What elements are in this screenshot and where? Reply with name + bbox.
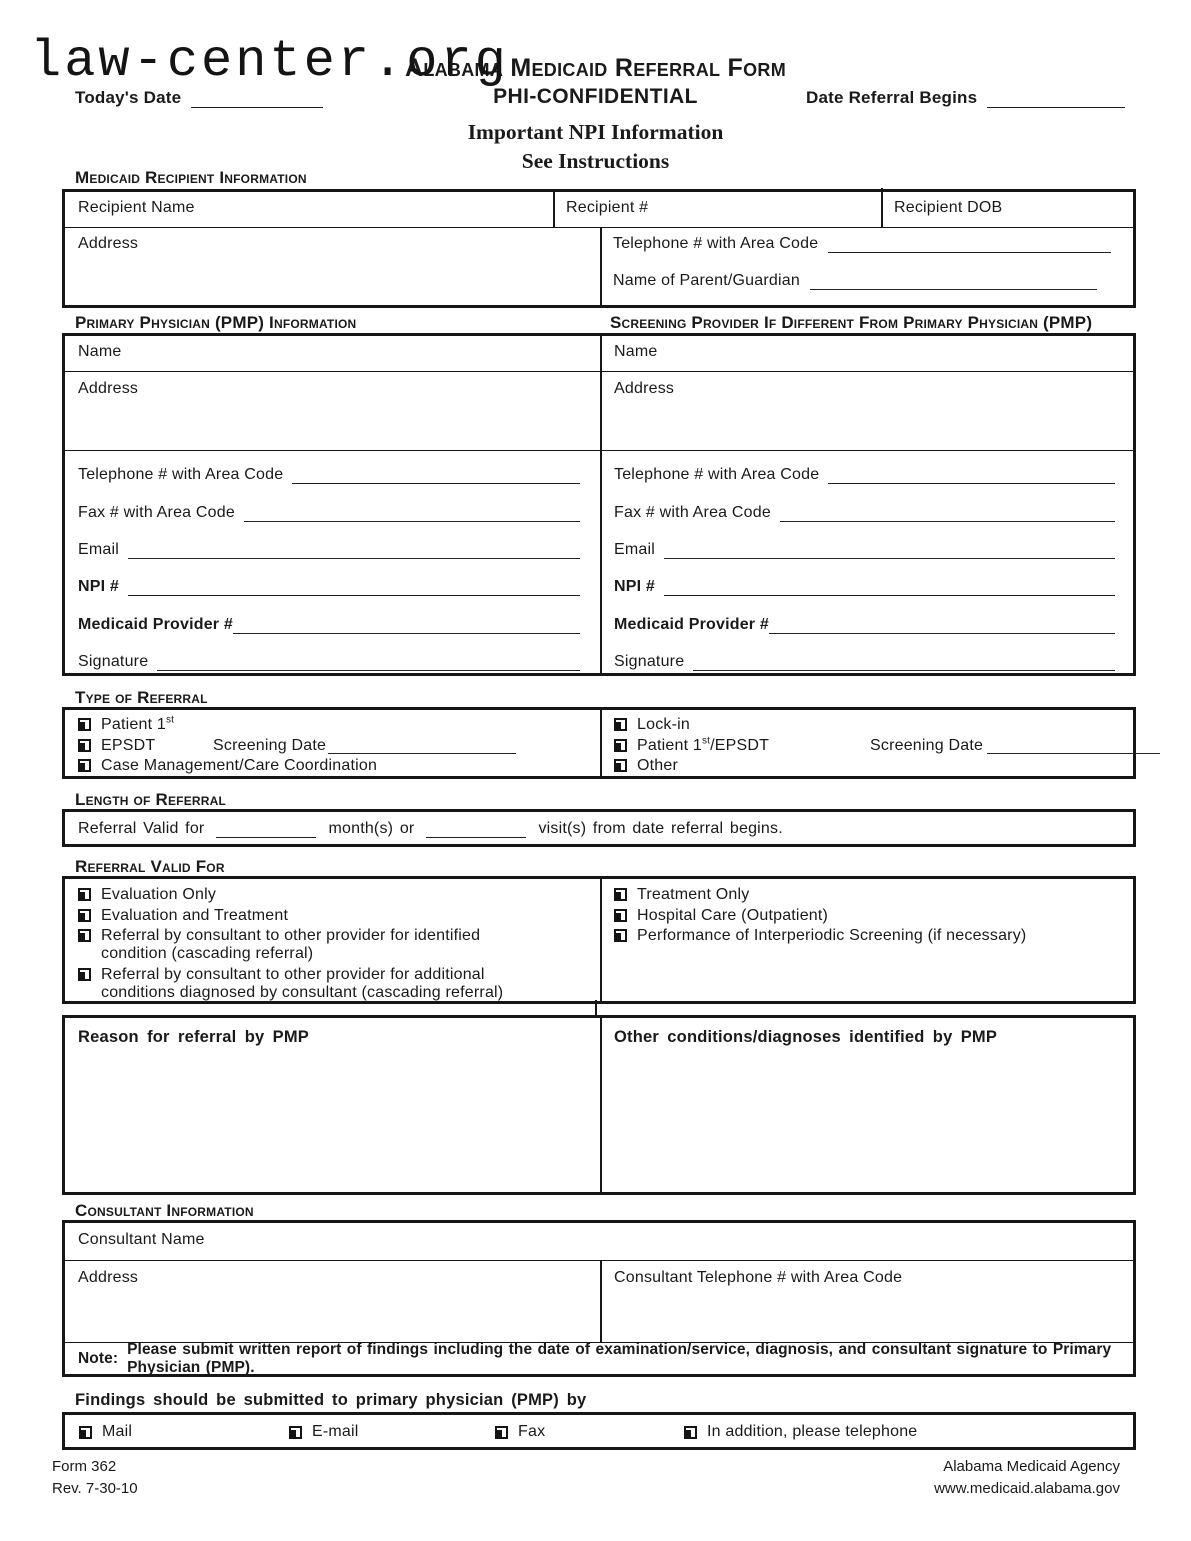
- pmp-phone-label: Telephone # with Area Code: [78, 466, 284, 483]
- sp-signature-line[interactable]: [693, 656, 1115, 671]
- pmp-address-label: Address: [78, 380, 139, 397]
- consultant-name-label: Consultant Name: [78, 1231, 205, 1248]
- recipient-guardian-line[interactable]: [810, 275, 1097, 290]
- sp-npi-label: NPI #: [614, 578, 656, 595]
- phi-confidential-label: PHI-CONFIDENTIAL: [493, 85, 698, 108]
- length-seg2: month(s) or: [328, 820, 415, 837]
- lock-in-label: Lock-in: [637, 716, 690, 733]
- reason-box: [62, 1015, 1136, 1195]
- checkbox-patient-1st[interactable]: [78, 718, 91, 731]
- checkbox-referral-identified-condition[interactable]: [78, 929, 91, 942]
- pmp-fax-line[interactable]: [244, 507, 580, 522]
- npi-info-line1: Important NPI Information: [467, 120, 724, 144]
- checkbox-treatment-only[interactable]: [614, 888, 627, 901]
- pmp-signature-label: Signature: [78, 653, 149, 670]
- epsdt-label: EPSDT: [101, 736, 156, 754]
- screening-date-line[interactable]: [328, 739, 516, 754]
- form-title: Alabama Medicaid Referral Form: [404, 54, 787, 82]
- note-text: Please submit written report of findings including the date of examination/service, diagnosis, and consultant signature to Primary Physician (PMP).: [127, 1340, 1112, 1376]
- section-medicaid-recipient-information: Medicaid Recipient Information: [75, 168, 307, 187]
- pmp-provider-label: Medicaid Provider #: [78, 616, 233, 633]
- consultant-name-field[interactable]: [65, 1223, 1133, 1261]
- checkbox-fax[interactable]: [495, 1426, 508, 1439]
- other-conditions-label: Other conditions/diagnoses identified by PMP: [614, 1028, 998, 1046]
- checkbox-email[interactable]: [289, 1426, 302, 1439]
- checkbox-patient-1st-epsdt[interactable]: [614, 739, 627, 752]
- checkbox-telephone[interactable]: [684, 1426, 697, 1439]
- screening-date-label-2: Screening Date: [870, 736, 984, 754]
- section-length-of-referral: Length of Referral: [75, 790, 227, 809]
- pmp-npi-label: NPI #: [78, 578, 120, 595]
- reason-for-referral-field[interactable]: [65, 1052, 600, 1190]
- checkbox-other[interactable]: [614, 759, 627, 772]
- recipient-number-label: Recipient #: [566, 199, 649, 216]
- checkbox-evaluation-and-treatment[interactable]: [78, 909, 91, 922]
- checkbox-evaluation-only[interactable]: [78, 888, 91, 901]
- section-consultant-information: Consultant Information: [75, 1201, 254, 1220]
- length-of-referral-box: [62, 809, 1136, 847]
- recipient-info-table: [62, 189, 1136, 308]
- other-label: Other: [637, 757, 679, 774]
- recipient-phone-line[interactable]: [828, 238, 1111, 253]
- recipient-address-label: Address: [78, 235, 139, 252]
- checkbox-epsdt[interactable]: [78, 739, 91, 752]
- form-number: Form 362: [52, 1458, 117, 1475]
- recipient-guardian-label: Name of Parent/Guardian: [613, 272, 800, 289]
- checkbox-case-management[interactable]: [78, 759, 91, 772]
- recipient-phone-label: Telephone # with Area Code: [613, 235, 819, 252]
- evaluation-only-label: Evaluation Only: [101, 886, 217, 903]
- telephone-option-label: In addition, please telephone: [707, 1423, 918, 1440]
- other-conditions-field[interactable]: [602, 1052, 1133, 1190]
- checkbox-hospital-care[interactable]: [614, 909, 627, 922]
- referral-valid-for-box: Evaluation Only Evaluation and Treatment Referral by consultant to other provider for identified condition (cascading referral) Referral by consultant to other provider for additional conditions diagnosed by consultant (cascading referral) Treatment Only Hospital Care (Outpatient) Performance of Interperiodic Screening (if necessary): [62, 876, 1136, 1004]
- length-visits-line[interactable]: [426, 823, 526, 838]
- pmp-fax-label: Fax # with Area Code: [78, 504, 235, 521]
- todays-date-label: Today's Date: [75, 88, 182, 107]
- checkbox-referral-additional-conditions[interactable]: [78, 968, 91, 981]
- pmp-email-line[interactable]: [128, 544, 580, 559]
- checkbox-interperiodic-screening[interactable]: [614, 929, 627, 942]
- sp-provider-line[interactable]: [769, 619, 1115, 634]
- pmp-address-field[interactable]: [65, 372, 600, 451]
- length-months-line[interactable]: [216, 823, 316, 838]
- pmp-npi-line[interactable]: [128, 581, 580, 596]
- section-screening-provider: Screening Provider If Different From Primary Physician (PMP): [610, 313, 1093, 332]
- consultant-phone-label: Consultant Telephone # with Area Code: [614, 1269, 903, 1286]
- email-option-label: E-mail: [312, 1423, 359, 1440]
- length-seg1: Referral Valid for: [78, 820, 205, 837]
- sp-phone-label: Telephone # with Area Code: [614, 466, 820, 483]
- footer-right: [934, 1456, 1120, 1500]
- date-referral-begins-label: Date Referral Begins: [806, 88, 978, 107]
- sp-address-field[interactable]: [601, 372, 1133, 451]
- recipient-dob-label: Recipient DOB: [894, 199, 1003, 216]
- case-management-label: Case Management/Care Coordination: [101, 757, 378, 774]
- screening-date-label: Screening Date: [213, 736, 327, 754]
- findings-heading: Findings should be submitted to primary physician (PMP) by: [75, 1391, 587, 1409]
- sp-phone-line[interactable]: [828, 469, 1115, 484]
- section-referral-valid-for: Referral Valid For: [75, 857, 225, 876]
- agency-name: Alabama Medicaid Agency: [943, 1458, 1120, 1475]
- patient-1st-label: Patient 1: [101, 716, 166, 733]
- revision-date: Rev. 7-30-10: [52, 1480, 138, 1497]
- section-pmp-information: Primary Physician (PMP) Information: [75, 313, 357, 332]
- sp-fax-label: Fax # with Area Code: [614, 504, 771, 521]
- footer-left: [52, 1456, 138, 1500]
- pmp-info-table: [62, 333, 1136, 676]
- sp-npi-line[interactable]: [664, 581, 1115, 596]
- reason-for-referral-label: Reason for referral by PMP: [78, 1028, 310, 1046]
- sp-signature-label: Signature: [614, 653, 685, 670]
- sp-fax-line[interactable]: [780, 507, 1115, 522]
- pmp-email-label: Email: [78, 541, 120, 558]
- pmp-name-label: Name: [78, 343, 122, 360]
- sp-name-label: Name: [614, 343, 658, 360]
- sp-email-label: Email: [614, 541, 656, 558]
- npi-info-line2: See Instructions: [521, 149, 670, 173]
- watermark: law-center.org: [30, 32, 509, 91]
- agency-website: www.medicaid.alabama.gov: [934, 1480, 1120, 1497]
- section-type-of-referral: Type of Referral: [75, 688, 208, 707]
- hospital-care-label: Hospital Care (Outpatient): [637, 906, 829, 924]
- pmp-column: [65, 336, 600, 673]
- findings-box: [62, 1412, 1136, 1450]
- recipient-name-label: Recipient Name: [78, 199, 195, 216]
- sp-address-label: Address: [614, 380, 675, 397]
- note-label: Note:: [78, 1349, 119, 1367]
- pmp-provider-line[interactable]: [233, 619, 580, 634]
- checkbox-lock-in[interactable]: [614, 718, 627, 731]
- treatment-only-label: Treatment Only: [637, 886, 750, 903]
- screening-date-line-2[interactable]: [987, 739, 1160, 754]
- patient-1st-epsdt-label: Patient 1: [637, 736, 702, 754]
- type-of-referral-box: Patient 1st EPSDT Screening Date Case Management/Care Coordination Lock-in Patient 1st/EPSDT Screening Date Other: [62, 707, 1136, 779]
- consultant-address-label: Address: [78, 1269, 139, 1286]
- checkbox-mail[interactable]: [79, 1426, 92, 1439]
- pmp-signature-line[interactable]: [157, 656, 580, 671]
- sp-email-line[interactable]: [664, 544, 1115, 559]
- sp-provider-label: Medicaid Provider #: [614, 616, 769, 633]
- date-referral-begins-line[interactable]: [987, 93, 1125, 108]
- length-seg3: visit(s) from date referral begins.: [538, 820, 783, 837]
- evaluation-and-treatment-label: Evaluation and Treatment: [101, 906, 289, 924]
- screening-provider-column: [601, 336, 1133, 673]
- pmp-phone-line[interactable]: [292, 469, 580, 484]
- interperiodic-screening-label: Performance of Interperiodic Screening (if necessary): [637, 927, 1027, 944]
- fax-option-label: Fax: [518, 1423, 546, 1440]
- consultant-info-table: [62, 1220, 1136, 1377]
- mail-label: Mail: [102, 1423, 133, 1440]
